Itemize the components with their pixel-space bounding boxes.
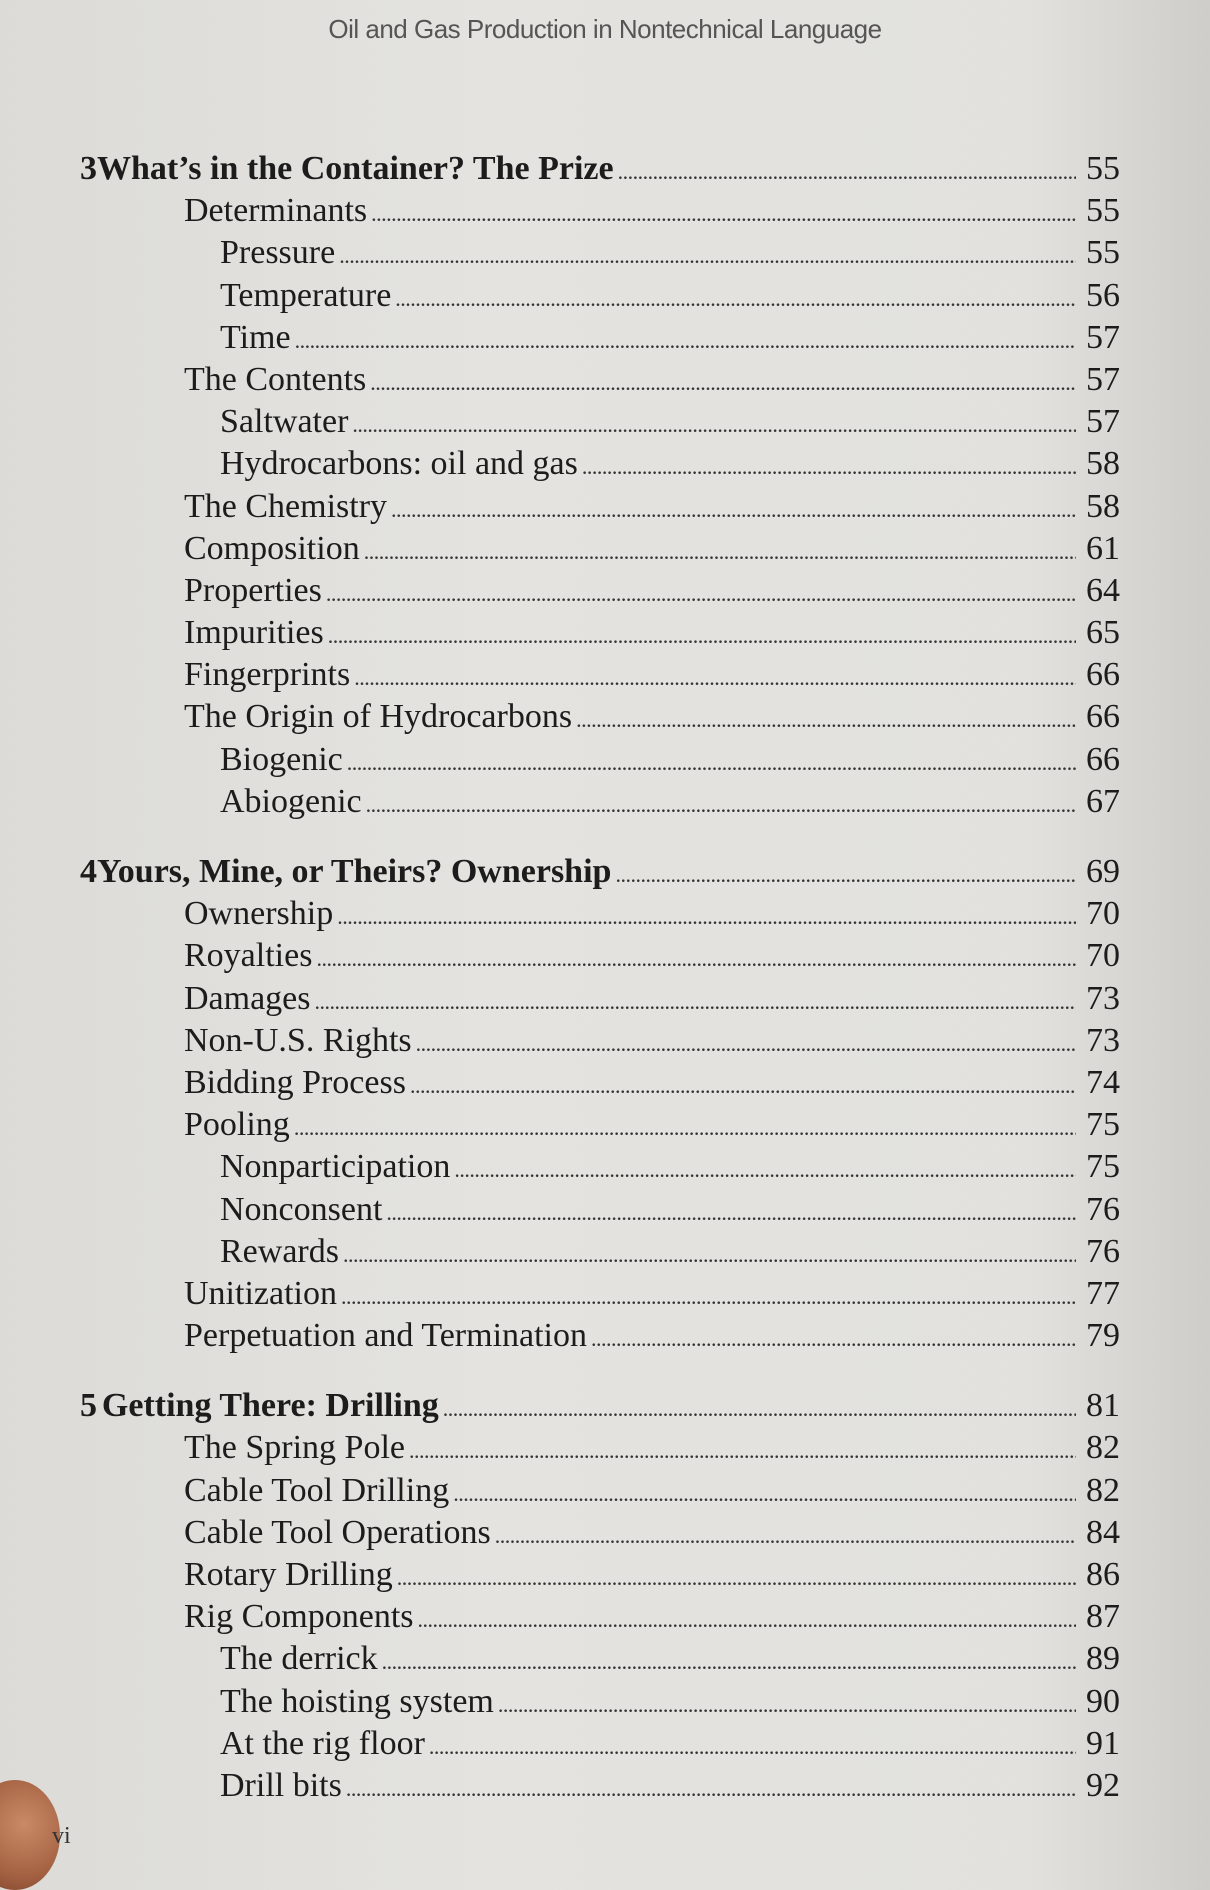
entry-title: The Chemistry [184, 487, 388, 525]
entry-title: Biogenic [220, 740, 343, 778]
dot-leader [295, 317, 1076, 362]
dot-leader [495, 1512, 1076, 1557]
page-number: 58 [1086, 445, 1120, 483]
page-number: 81 [1086, 1387, 1120, 1425]
toc-entry [80, 1681, 1120, 1723]
dot-leader [382, 1638, 1076, 1683]
page-number: 67 [1086, 782, 1120, 820]
chapter-title: What’s in the Container? The Prize [97, 150, 614, 187]
dot-leader [366, 781, 1076, 826]
dot-leader [371, 190, 1076, 235]
chapter-heading [80, 851, 1120, 893]
page-number: 66 [1086, 656, 1120, 694]
toc-entry [80, 935, 1120, 977]
entry-title: Cable Tool Operations [184, 1513, 491, 1551]
page-number: 84 [1086, 1513, 1120, 1551]
dot-leader [453, 1470, 1076, 1515]
page-number: 79 [1086, 1317, 1120, 1355]
chapter-5 [80, 1385, 1120, 1807]
entry-title: Properties [184, 571, 322, 609]
page-number: 90 [1086, 1682, 1120, 1720]
toc-entry [80, 1512, 1120, 1554]
dot-leader [346, 1765, 1076, 1810]
toc-entry [80, 1723, 1120, 1765]
page-number: 57 [1086, 403, 1120, 441]
dot-leader [294, 1104, 1076, 1149]
entry-title: Pressure [220, 234, 336, 272]
page-number: 89 [1086, 1640, 1120, 1678]
page-number: 66 [1086, 740, 1120, 778]
entry-title: Temperature [220, 276, 392, 314]
toc-entry [80, 1189, 1120, 1231]
chapter-number: 3 [80, 150, 97, 187]
dot-leader [418, 1596, 1076, 1641]
entry-title: The Origin of Hydrocarbons [184, 698, 573, 736]
dot-leader [364, 528, 1076, 573]
dot-leader [315, 978, 1076, 1023]
dot-leader [386, 1189, 1076, 1234]
toc-entry [80, 1104, 1120, 1146]
page-number: 74 [1086, 1063, 1120, 1101]
page-number: 55 [1086, 234, 1120, 272]
dot-leader [498, 1681, 1076, 1726]
toc-entry [80, 1231, 1120, 1273]
entry-title: Drill bits [220, 1766, 342, 1804]
dot-leader [582, 443, 1076, 488]
chapter-heading [80, 1385, 1120, 1427]
dot-leader [354, 654, 1076, 699]
page-number: 64 [1086, 571, 1120, 609]
dot-leader [328, 612, 1076, 657]
page-number: 69 [1086, 853, 1120, 890]
page-number: 55 [1086, 192, 1120, 230]
entry-title: Abiogenic [220, 782, 362, 820]
page-number: 87 [1086, 1598, 1120, 1636]
entry-title: Non-U.S. Rights [184, 1021, 412, 1059]
entry-title: The Contents [184, 360, 367, 398]
entry-title: Determinants [184, 192, 368, 230]
entry-title: Unitization [184, 1274, 337, 1312]
entry-title: Impurities [184, 614, 324, 652]
toc-entry [80, 275, 1120, 317]
dot-leader [347, 739, 1076, 784]
entry-title: Saltwater [220, 403, 349, 441]
dot-leader [576, 696, 1076, 741]
toc-entry [80, 443, 1120, 485]
toc-entry [80, 1765, 1120, 1807]
dot-leader [395, 275, 1076, 320]
toc-entry [80, 893, 1120, 935]
page-number: 66 [1086, 698, 1120, 736]
toc-entry [80, 1554, 1120, 1596]
dot-leader [591, 1315, 1076, 1360]
page-number: 65 [1086, 614, 1120, 652]
dot-leader [391, 486, 1076, 531]
dot-leader [416, 1020, 1076, 1065]
entry-title: The derrick [220, 1640, 378, 1678]
chapter-3 [80, 148, 1120, 823]
toc-entry [80, 317, 1120, 359]
entry-title: Rotary Drilling [184, 1556, 393, 1593]
entry-title: The hoisting system [220, 1682, 494, 1720]
toc-entry [80, 739, 1120, 781]
dot-leader [316, 935, 1076, 980]
entry-title: Pooling [184, 1106, 290, 1144]
dot-leader [618, 148, 1076, 193]
page-number: 57 [1086, 318, 1120, 356]
toc-entry [80, 612, 1120, 654]
entry-title: Time [220, 318, 291, 356]
entry-title: Damages [184, 979, 311, 1017]
thumb-image [0, 1780, 60, 1890]
entry-title: Nonparticipation [220, 1148, 451, 1186]
entry-title: Rewards [220, 1232, 339, 1270]
entry-title: Hydrocarbons: oil and gas [220, 445, 578, 483]
entry-title: Ownership [184, 895, 334, 933]
toc-entry [80, 1470, 1120, 1512]
entry-title: Composition [184, 529, 360, 567]
toc-entry [80, 1062, 1120, 1104]
page-number: 75 [1086, 1148, 1120, 1186]
dot-leader [429, 1723, 1076, 1768]
table-of-contents [80, 148, 1120, 1835]
dot-leader [339, 232, 1076, 277]
chapter-title: Yours, Mine, or Theirs? Ownership [97, 853, 612, 890]
toc-entry [80, 1273, 1120, 1315]
chapter-number: 5 [80, 1387, 97, 1425]
page-number: 58 [1086, 487, 1120, 525]
chapter-number: 4 [80, 853, 97, 890]
toc-entry [80, 232, 1120, 274]
dot-leader [410, 1062, 1076, 1107]
page-number: 76 [1086, 1190, 1120, 1228]
entry-title: Royalties [184, 937, 313, 975]
toc-entry [80, 190, 1120, 232]
toc-entry [80, 654, 1120, 696]
chapter-heading [80, 148, 1120, 190]
page-folio: vi [52, 1823, 71, 1849]
page-number: 70 [1086, 937, 1120, 975]
toc-entry [80, 978, 1120, 1020]
page-number: 77 [1086, 1274, 1120, 1312]
toc-entry [80, 401, 1120, 443]
dot-leader [454, 1146, 1076, 1191]
toc-entry [80, 528, 1120, 570]
page-number: 75 [1086, 1106, 1120, 1144]
toc-entry [80, 1427, 1120, 1469]
chapter-title: Getting There: Drilling [101, 1387, 439, 1425]
dot-leader [326, 570, 1076, 615]
toc-entry [80, 781, 1120, 823]
page-number: 61 [1086, 529, 1120, 567]
page-number: 91 [1086, 1724, 1120, 1762]
page-number: 82 [1086, 1471, 1120, 1509]
toc-entry [80, 486, 1120, 528]
page-number: 92 [1086, 1766, 1120, 1804]
toc-entry [80, 1020, 1120, 1062]
dot-leader [343, 1231, 1076, 1276]
dot-leader [615, 851, 1076, 896]
entry-title: The Spring Pole [184, 1429, 405, 1467]
page-number: 86 [1086, 1556, 1120, 1593]
page-number: 73 [1086, 979, 1120, 1017]
page-number: 57 [1086, 360, 1120, 398]
entry-title: Perpetuation and Termination [184, 1317, 588, 1355]
page-number: 82 [1086, 1429, 1120, 1467]
running-head: Oil and Gas Production in Nontechnical Language [328, 14, 882, 44]
entry-title: Nonconsent [220, 1190, 383, 1228]
dot-leader [370, 359, 1076, 404]
entry-title: Rig Components [184, 1598, 414, 1636]
toc-entry [80, 1596, 1120, 1638]
toc-entry [80, 570, 1120, 612]
page-number: 70 [1086, 895, 1120, 933]
dot-leader [337, 893, 1076, 938]
dot-leader [352, 401, 1076, 446]
entry-title: At the rig floor [220, 1724, 425, 1762]
chapter-4 [80, 851, 1120, 1357]
page-number: 55 [1086, 150, 1120, 187]
entry-title: Bidding Process [184, 1063, 406, 1101]
dot-leader [443, 1385, 1076, 1430]
dot-leader [409, 1427, 1076, 1472]
dot-leader [341, 1273, 1076, 1318]
dot-leader [397, 1554, 1076, 1599]
entry-title: Cable Tool Drilling [184, 1471, 450, 1509]
toc-entry [80, 1638, 1120, 1680]
page-number: 73 [1086, 1021, 1120, 1059]
entry-title: Fingerprints [184, 656, 351, 694]
toc-entry [80, 696, 1120, 738]
toc-entry [80, 1315, 1120, 1357]
toc-entry [80, 359, 1120, 401]
page-number: 76 [1086, 1232, 1120, 1270]
page-number: 56 [1086, 276, 1120, 314]
toc-entry [80, 1146, 1120, 1188]
